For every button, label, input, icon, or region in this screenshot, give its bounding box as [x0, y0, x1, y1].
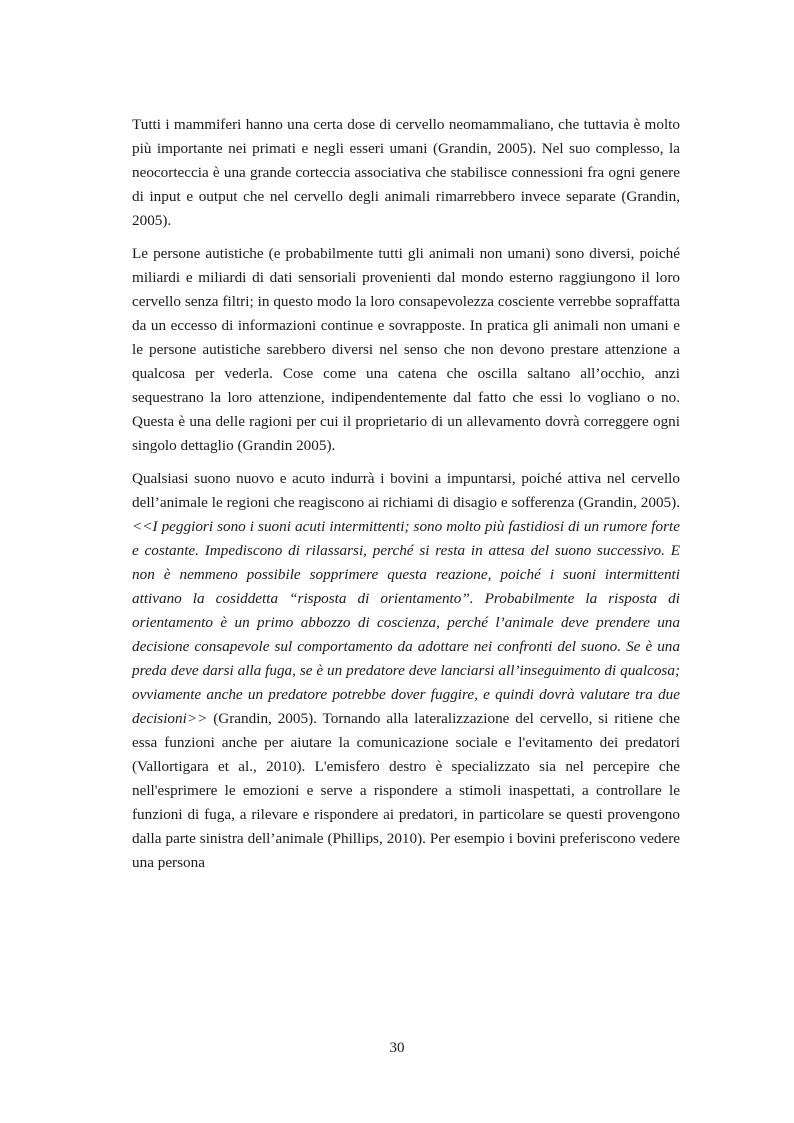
paragraph-sounds-lateralization	[132, 467, 680, 875]
paragraph-neocortex: Tutti i mammiferi hanno una certa dose di cervello neomammaliano, che tuttavia è molto più importante nei primati e negli esseri umani (Grandin, 2005). Nel suo complesso, la neocorteccia è una grande corteccia associativa che stabilisce connessioni fra ogni genere di input e output che nel cervello degli animali rimarrebbero invece separate (Grandin, 2005).	[132, 116, 680, 229]
paragraph-intro-text: Qualsiasi suono nuovo e acuto indurrà i bovini a impuntarsi, poiché attiva nel cervello dell’animale le regioni che reagiscono ai richiami di disagio e sofferenza (Grandin, 2005).	[132, 470, 680, 511]
paragraph-autism-sensory: Le persone autistiche (e probabilmente tutti gli animali non umani) sono diversi, poiché miliardi e miliardi di dati sensoriali provenienti dal mondo esterno raggiungono il loro cervello senza filtri; in questo modo la loro consapevolezza cosciente verrebbe sopraffatta da un eccesso di informazioni continue e sovrapposte. In pratica gli animali non umani e le persone autistiche sarebbero diversi nel senso che non devono prestare attenzione a qualcosa per vederla. Cose come una catena che oscilla saltano all’occhio, anzi sequestrano la loro attenzione, indipendentemente dal fatto che essi lo vogliano o no. Questa è una delle ragioni per cui il proprietario di un allevamento dovrà correggere ogni singolo dettaglio (Grandin 2005).	[132, 245, 680, 454]
paragraph-outro-text: (Grandin, 2005). Tornando alla lateralizzazione del cervello, si ritiene che essa funzioni anche per aiutare la comunicazione sociale e l'evitamento dei predatori (Vallortigara et al., 2010). L'emisfero destro è specializzato sia nel percepire che nell'esprimere le emozioni e serve a rispondere a stimoli inaspettati, a controllare le funzioni di fuga, a rilevare e rispondere ai predatori, in particolare se questi provengono dalla parte sinistra dell’animale (Phillips, 2010). Per esempio i bovini preferiscono vedere una persona	[132, 710, 680, 871]
body-text	[132, 113, 680, 884]
page-number: 30	[389, 1040, 405, 1056]
grandin-quote: <<I peggiori sono i suoni acuti intermittenti; sono molto più fastidiosi di un rumore forte e costante. Impediscono di rilassarsi, perché si resta in attesa del suono successivo. E non è nemmeno possibile sopprimere questa reazione, poiché i suoni intermittenti attivano la cosiddetta “risposta di orientamento”. Probabilmente la risposta di orientamento è un primo abbozzo di coscienza, perché l’animale deve prendere una decisione consapevole sul comportamento da adottare nei confronti del suono. Se è una preda deve darsi alla fuga, se è un predatore deve lanciarsi all’inseguimento di qualcosa; ovviamente anche un predatore potrebbe dover fuggire, e quindi dovrà valutare tra due decisioni>>	[132, 518, 680, 727]
